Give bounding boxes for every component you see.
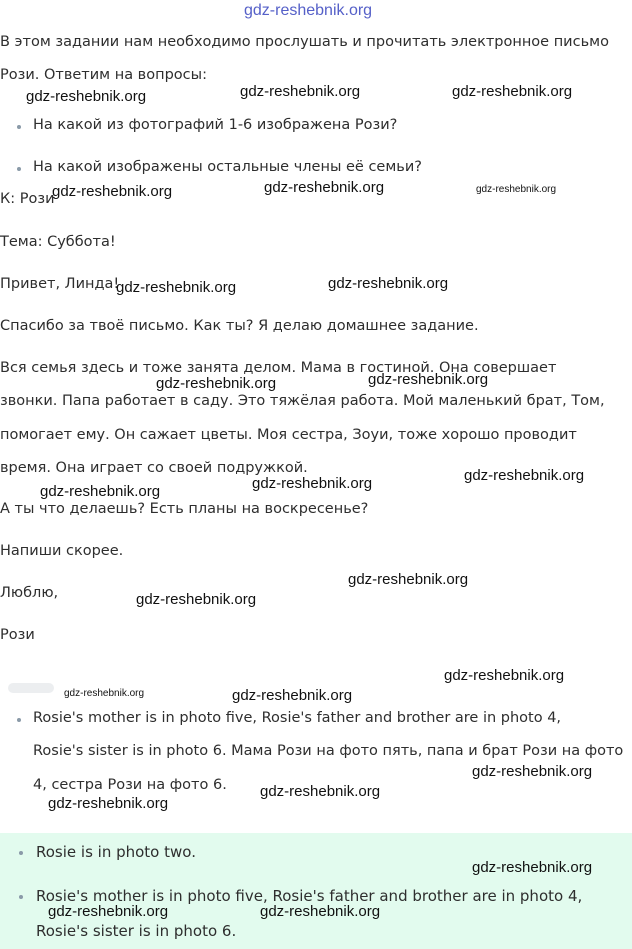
letter-paragraph-4: Напиши скорее. bbox=[0, 543, 124, 559]
watermark: gdz-reshebnik.org bbox=[48, 903, 169, 920]
watermark: gdz-reshebnik.org bbox=[348, 571, 469, 588]
bullet-dot-icon bbox=[19, 895, 23, 899]
watermark: gdz-reshebnik.org bbox=[240, 83, 361, 100]
watermark: gdz-reshebnik.org bbox=[136, 591, 257, 608]
watermark: gdz-reshebnik.org bbox=[52, 183, 173, 200]
bullet-dot-icon bbox=[17, 167, 21, 171]
letter-greeting: Привет, Линда! bbox=[0, 276, 120, 292]
watermark: gdz-reshebnik.org bbox=[232, 687, 353, 704]
question-2: На какой изображены остальные члены её семьи? bbox=[33, 159, 422, 175]
watermark: gdz-reshebnik.org bbox=[368, 371, 489, 388]
question-1: На какой из фотографий 1-6 изображена Рози? bbox=[33, 117, 398, 133]
letter-subject: Тема: Суббота! bbox=[0, 234, 116, 250]
watermark: gdz-reshebnik.org bbox=[264, 179, 385, 196]
letter-paragraph-2-line-3: помогает ему. Он сажает цветы. Моя сестра, Зоуи, тоже хорошо проводит bbox=[0, 427, 577, 443]
answer-line-1: Rosie's mother is in photo five, Rosie's father and brother are in photo 4, bbox=[33, 710, 562, 726]
intro-line-2: Рози. Ответим на вопросы: bbox=[0, 67, 207, 83]
watermark: gdz-reshebnik.org bbox=[260, 903, 381, 920]
answer-line-2: Rosie's sister is in photo 6. Мама Рози на фото пять, папа и брат Рози на фото bbox=[33, 743, 624, 759]
letter-to: К: Рози bbox=[0, 191, 55, 207]
watermark: gdz-reshebnik.org bbox=[156, 375, 277, 392]
watermark: gdz-reshebnik.org bbox=[260, 783, 381, 800]
answer-line-3: 4, сестра Рози на фото 6. bbox=[33, 777, 227, 793]
bullet-dot-icon bbox=[17, 125, 21, 129]
watermark: gdz-reshebnik.org bbox=[472, 859, 593, 876]
watermark: gdz-reshebnik.org bbox=[452, 83, 573, 100]
letter-paragraph-2-line-4: время. Она играет со своей подружкой. bbox=[0, 460, 308, 476]
intro-line-1: В этом задании нам необходимо прослушать и прочитать электронное письмо bbox=[0, 34, 609, 50]
watermark: gdz-reshebnik.org bbox=[328, 275, 449, 292]
watermark: gdz-reshebnik.org bbox=[26, 88, 147, 105]
green-item-2-line-2: Rosie's sister is in photo 6. bbox=[36, 922, 237, 940]
letter-paragraph-2-line-1: Вся семья здесь и тоже занята делом. Мама в гостиной. Она совершает bbox=[0, 360, 557, 376]
letter-closing: Люблю, bbox=[0, 585, 59, 601]
green-item-2-line-1: Rosie's mother is in photo five, Rosie's father and brother are in photo 4, bbox=[36, 887, 583, 905]
watermark-top: gdz-reshebnik.org bbox=[244, 2, 373, 19]
letter-paragraph-2-line-2: звонки. Папа работает в саду. Это тяжёлая работа. Мой маленький брат, Том, bbox=[0, 393, 605, 409]
watermark: gdz-reshebnik.org bbox=[472, 763, 593, 780]
watermark: gdz-reshebnik.org bbox=[48, 795, 169, 812]
bullet-dot-icon bbox=[19, 851, 23, 855]
watermark: gdz-reshebnik.org bbox=[444, 667, 565, 684]
watermark: gdz-reshebnik.org bbox=[464, 467, 585, 484]
watermark: gdz-reshebnik.org bbox=[116, 279, 237, 296]
watermark: gdz-reshebnik.org bbox=[64, 688, 145, 699]
avatar bbox=[8, 683, 54, 693]
watermark: gdz-reshebnik.org bbox=[40, 483, 161, 500]
bullet-dot-icon bbox=[17, 718, 21, 722]
letter-paragraph-3: А ты что делаешь? Есть планы на воскресенье? bbox=[0, 501, 369, 517]
watermark: gdz-reshebnik.org bbox=[252, 475, 373, 492]
green-item-1: Rosie is in photo two. bbox=[36, 843, 196, 861]
letter-paragraph-1: Спасибо за твоё письмо. Как ты? Я делаю домашнее задание. bbox=[0, 318, 479, 334]
watermark: gdz-reshebnik.org bbox=[476, 184, 557, 195]
letter-signature: Рози bbox=[0, 627, 35, 643]
